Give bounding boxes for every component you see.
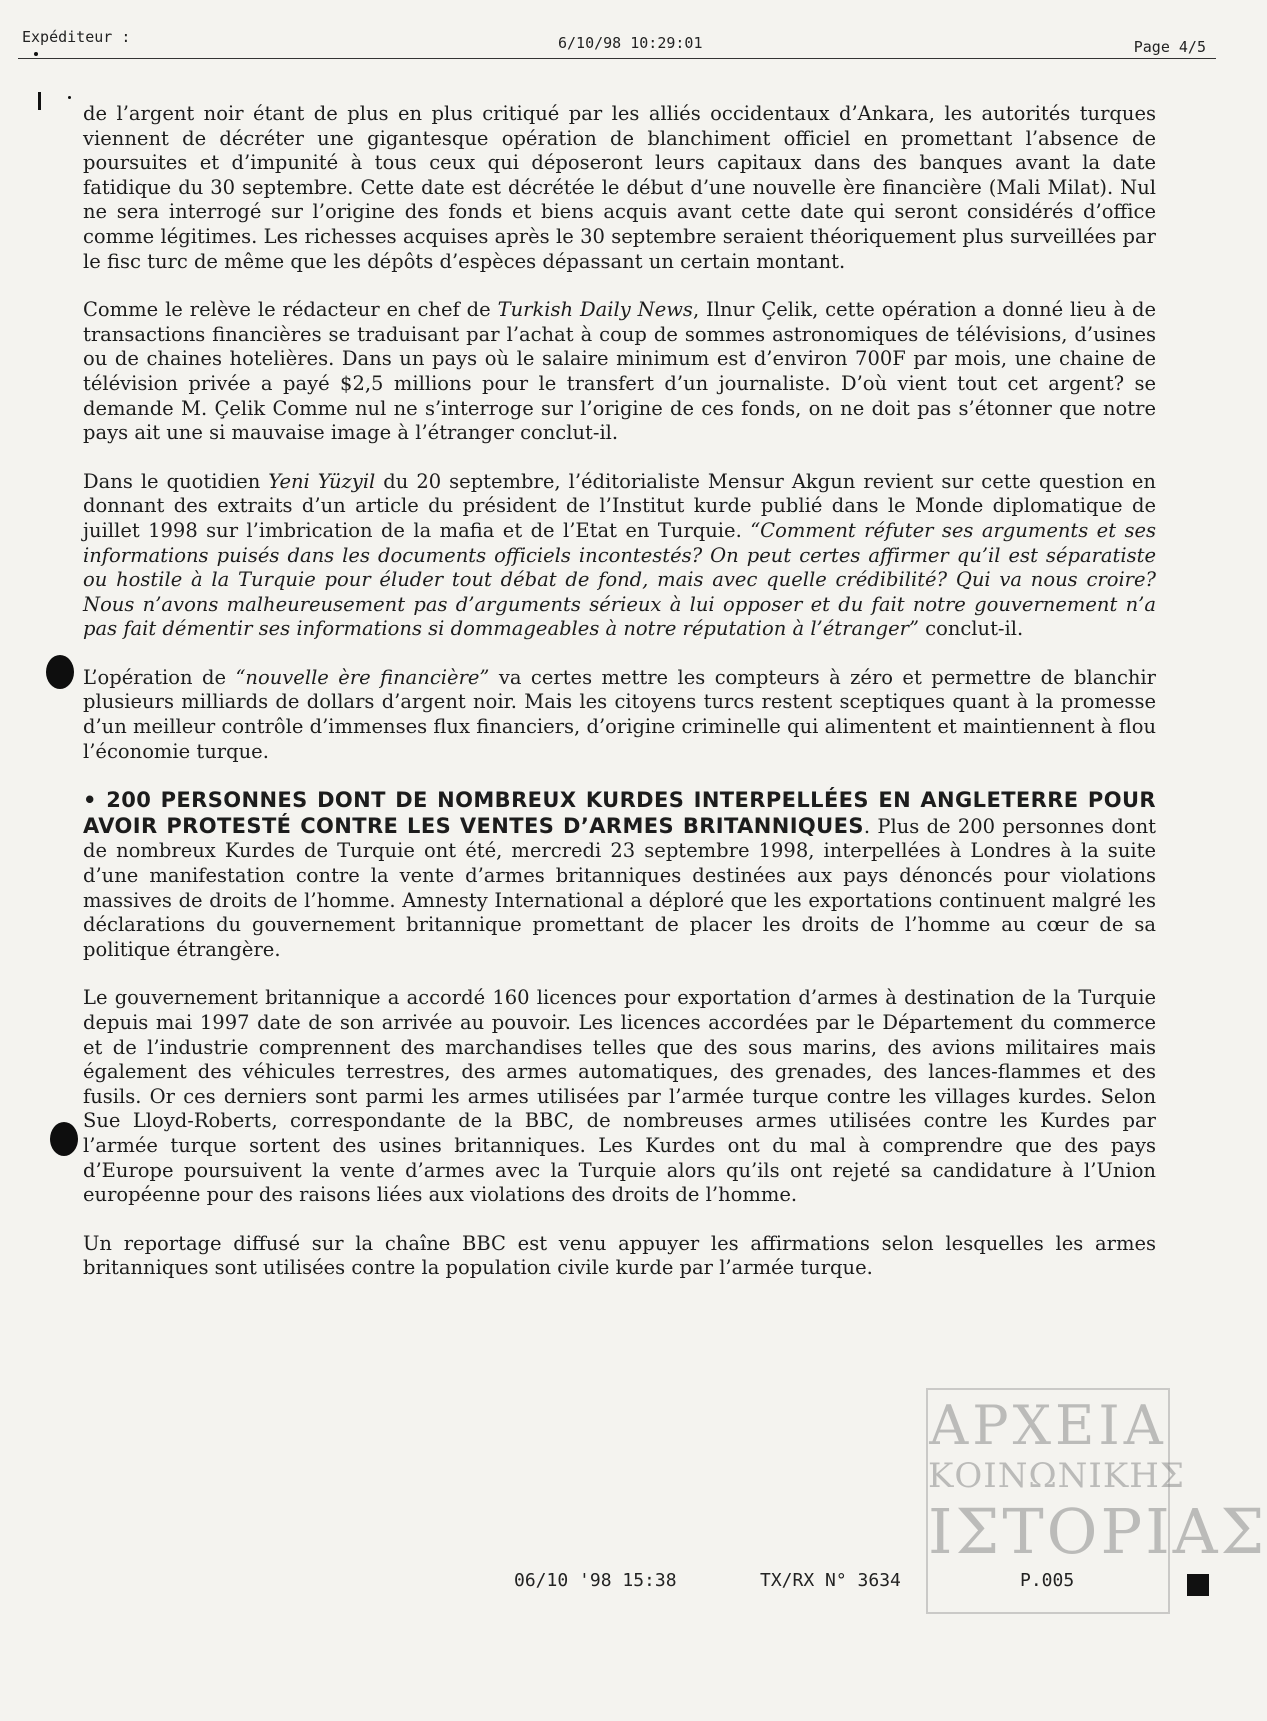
quotation: “Comment réfuter ses arguments et ses informations puisés dans les documents officiels incontestés? On peut certes affirmer qu’il est séparatiste ou hostile à la Turquie pour éluder tout débat de fond, mais avec quelle crédibilité? Qui va nous croire? Nous n’avons malheureusement pas d’arguments sérieux à lui opposer et du fait notre gouvernement n’a pas fait démentir ses informations si dommageables à notre réputation à l’étranger” [83, 518, 1156, 641]
paragraph-1 [83, 102, 1156, 274]
paragraph-text: Le gouvernement britannique a accordé 160 licences pour exportation d’armes à destination de la Turquie depuis mai 1997 date de son arrivée au pouvoir. Les licences accordées par le Département du commerce et de l’industrie comprennent des marchandises telles que des sous marins, des avions militaires mais également des véhicules terrestres, des armes automatiques, des grenades, des lances-flammes et des fusils. Or ces derniers sont parmi les armes utilisées par l’armée turque contre les villages kurdes. Selon Sue Lloyd-Roberts, correspondante de la BBC, de nombreuses armes utilisées contre les Kurdes par l’armée turque sortent des usines britanniques. Les Kurdes ont du mal à comprendre que des pays d’Europe poursuivent la vente d’armes avec la Turquie alors qu’ils ont rejeté sa candidature à l’Union européenne pour des raisons liées aux violations des droits de l’homme. [83, 986, 1156, 1207]
paragraph-4 [83, 666, 1156, 764]
watermark-line: ΚΟΙΝΩΝΙΚΗΣ [928, 1456, 1185, 1496]
fax-footer [0, 1570, 1233, 1600]
paragraph-2 [83, 298, 1156, 446]
paragraph-text: conclut-il. [918, 617, 1024, 641]
quoted-term: “nouvelle ère financière” [235, 665, 490, 689]
punch-hole [50, 1122, 78, 1156]
fax-footer-page: P.005 [1020, 1570, 1075, 1591]
fax-marker-square [1187, 1574, 1209, 1596]
paragraph-text: . Plus de 200 personnes dont de nombreux Kurdes de Turquie ont été, mercredi 23 septembre 1998, interpellées à Londres à la suite d’une manifestation contre la vente d’armes britanniques destinées aux pays dénoncés pour violations massives de droits de l’homme. Amnesty International a déploré que les exportations continuent malgré les déclarations du gouvernement britannique promettant de placer les droits de l’homme au cœur de sa politique étrangère. [83, 814, 1156, 961]
watermark-line: ΑΡΧΕΙΑ [929, 1394, 1167, 1457]
fax-footer-date: 06/10 '98 15:38 [514, 1570, 677, 1591]
scan-speck [34, 52, 38, 56]
paragraph-text: de l’argent noir étant de plus en plus critiqué par les alliés occidentaux d’Ankara, les autorités turques viennent de décréter une gigantesque opération de blanchiment officiel en promettant l’absence de poursuites et d’impunité à tous ceux qui déposeront leurs capitaux dans des banques avant la date fatidique du 30 septembre. Cette date est décrétée le début d’une nouvelle ère financière (Mali Milat). Nul ne sera interrogé sur l’origine des fonds et biens acquis avant cette date qui seront considérés d’office comme légitimes. Les richesses acquises après le 30 septembre seraient théoriquement plus surveillées par le fisc turc de même que les dépôts d’espèces dépassant un certain montant. [83, 102, 1156, 273]
paragraph-text: du 20 septembre, l’éditorialiste Mensur Akgun revient sur cette question en donnant des extraits d’un article du président de l’Institut kurde publié dans le Monde diplomatique de juillet 1998 sur l’imbrication de la mafia et de l’Etat en Turquie. [83, 469, 1156, 542]
scan-mark [38, 92, 41, 110]
paragraph-3 [83, 470, 1156, 642]
paragraph-text: Comme le relève le rédacteur en chef de [83, 298, 498, 322]
paragraph-5 [83, 788, 1156, 962]
paragraph-text: Un reportage diffusé sur la chaîne BBC est venu appuyer les affirmations selon lesquelles les armes britanniques sont utilisées contre la population civile kurde par l’armée turque. [83, 1231, 1156, 1280]
publication-name: Yeni Yüzyil [268, 469, 376, 493]
publication-name: Turkish Daily News [497, 298, 693, 322]
fax-sender-label: Expéditeur : [22, 28, 131, 46]
article-body [83, 102, 1156, 1305]
fax-page-number: Page 4/5 [1133, 38, 1206, 56]
section-headline: • 200 PERSONNES DONT DE NOMBREUX KURDES INTERPELLÉES EN ANGLETERRE POUR AVOIR PROTESTÉ CONTRE LES VENTES D’ARMES BRITANNIQUES [83, 788, 1156, 838]
paragraph-text: Dans le quotidien [83, 469, 269, 493]
scan-speck [68, 96, 71, 99]
fax-footer-txrx: TX/RX N° 3634 [760, 1570, 901, 1591]
paragraph-text: , Ilnur Çelik, cette opération a donné lieu à de transactions financières se traduisant par l’achat à coup de sommes astronomiques de télévisions, d’usines ou de chaines hotelières. Dans un pays où le salaire minimum est d’environ 700F par mois, une chaine de télévision privée a payé $2,5 millions pour le transfert d’un journaliste. D’où vient tout cet argent? se demande M. Çelik Comme nul ne s’interroge sur l’origine de ces fonds, on ne doit pas s’étonner que notre pays ait une si mauvaise image à l’étranger conclut-il. [83, 298, 1157, 445]
paragraph-7 [83, 1232, 1156, 1281]
watermark-line: ΙΣΤΟΡΙΑΣ [928, 1495, 1267, 1568]
paragraph-text: va certes mettre les compteurs à zéro et permettre de blanchir plusieurs milliards de dollars d’argent noir. Mais les citoyens turcs restent sceptiques quant à la promesse d’un meilleur contrôle d’immenses flux financiers, d’origine criminelle qui alimentent et maintiennent à flou l’économie turque. [83, 665, 1156, 763]
paragraph-6 [83, 986, 1156, 1207]
fax-header [18, 24, 1216, 59]
fax-timestamp: 6/10/98 10:29:01 [558, 34, 703, 52]
punch-hole [46, 655, 74, 689]
paragraph-text: L’opération de [83, 665, 236, 689]
